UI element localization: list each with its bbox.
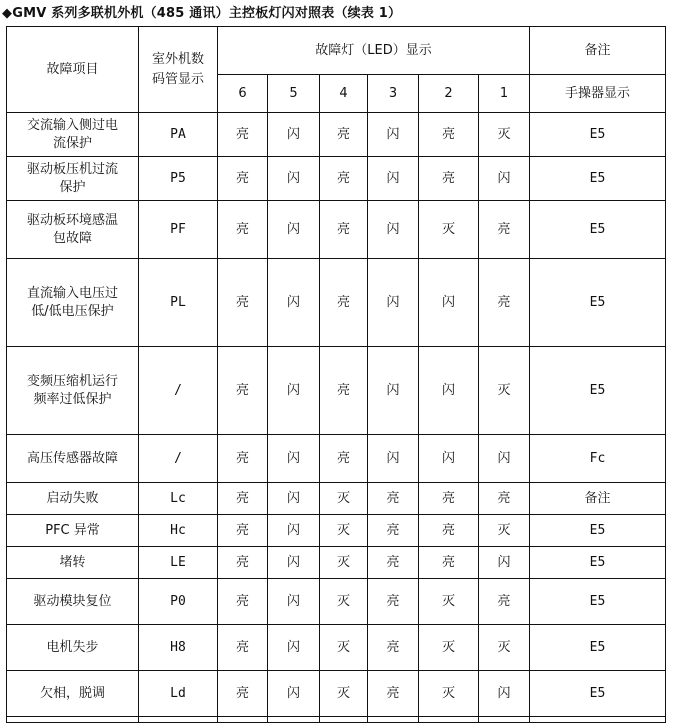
fault-led-table	[6, 26, 666, 723]
led-4-cell: 亮	[320, 157, 368, 201]
handheld-display-cell: E5	[530, 625, 666, 671]
led-1-cell: 亮	[479, 483, 530, 515]
handheld-display-cell: E5	[530, 515, 666, 547]
handheld-display-cell: E5	[530, 579, 666, 625]
fault-item-cell: 驱动板压机过流保护	[7, 157, 139, 201]
table-row-partial	[7, 717, 666, 723]
led-6-cell: 亮	[218, 483, 268, 515]
header-fault-item: 故障项目	[7, 27, 139, 113]
handheld-display-cell: E5	[530, 157, 666, 201]
led-1-cell: 亮	[479, 201, 530, 259]
outdoor-code-cell: /	[139, 435, 218, 483]
fault-item-cell: 电机失步	[7, 625, 139, 671]
header-led-6: 6	[218, 75, 268, 113]
led-5-cell: 闪	[268, 435, 320, 483]
led-3-cell: 闪	[368, 435, 419, 483]
led-3-cell: 闪	[368, 347, 419, 435]
handheld-display-cell: E5	[530, 259, 666, 347]
led-1-cell: 亮	[479, 579, 530, 625]
header-led-5: 5	[268, 75, 320, 113]
led-4-cell: 灭	[320, 515, 368, 547]
header-led-group: 故障灯（LED）显示	[218, 27, 530, 75]
led-2-cell: 亮	[419, 515, 479, 547]
led-4-cell: 灭	[320, 625, 368, 671]
fault-item-cell: 直流输入电压过低/低电压保护	[7, 259, 139, 347]
led-3-cell: 闪	[368, 201, 419, 259]
header-row-1	[7, 27, 666, 75]
header-led-4: 4	[320, 75, 368, 113]
led-5-cell: 闪	[268, 671, 320, 717]
fault-item-cell: 高压传感器故障	[7, 435, 139, 483]
handheld-display-cell: E5	[530, 113, 666, 157]
header-led-3: 3	[368, 75, 419, 113]
led-3-cell: 闪	[368, 259, 419, 347]
partial-cell	[139, 717, 218, 723]
led-6-cell: 亮	[218, 671, 268, 717]
table-row	[7, 347, 666, 435]
header-handheld: 手操器显示	[530, 75, 666, 113]
outdoor-code-cell: LE	[139, 547, 218, 579]
partial-cell	[368, 717, 419, 723]
led-4-cell: 灭	[320, 671, 368, 717]
table-row	[7, 671, 666, 717]
led-3-cell: 亮	[368, 625, 419, 671]
fault-item-cell: 变频压缩机运行频率过低保护	[7, 347, 139, 435]
table-row	[7, 579, 666, 625]
led-1-cell: 闪	[479, 435, 530, 483]
table-row	[7, 515, 666, 547]
led-6-cell: 亮	[218, 579, 268, 625]
table-row	[7, 259, 666, 347]
table-row	[7, 113, 666, 157]
led-3-cell: 闪	[368, 157, 419, 201]
partial-cell	[218, 717, 268, 723]
handheld-display-cell: Fc	[530, 435, 666, 483]
partial-cell	[530, 717, 666, 723]
led-1-cell: 亮	[479, 259, 530, 347]
led-2-cell: 灭	[419, 671, 479, 717]
handheld-display-cell: E5	[530, 201, 666, 259]
led-4-cell: 灭	[320, 547, 368, 579]
partial-cell	[320, 717, 368, 723]
fault-item-cell: 堵转	[7, 547, 139, 579]
led-3-cell: 亮	[368, 547, 419, 579]
table-row	[7, 435, 666, 483]
led-6-cell: 亮	[218, 547, 268, 579]
led-6-cell: 亮	[218, 157, 268, 201]
led-1-cell: 闪	[479, 547, 530, 579]
led-2-cell: 亮	[419, 157, 479, 201]
table-row	[7, 483, 666, 515]
led-2-cell: 灭	[419, 625, 479, 671]
led-5-cell: 闪	[268, 483, 320, 515]
partial-cell	[7, 717, 139, 723]
led-2-cell: 亮	[419, 483, 479, 515]
led-2-cell: 亮	[419, 547, 479, 579]
led-1-cell: 灭	[479, 625, 530, 671]
led-4-cell: 亮	[320, 435, 368, 483]
led-4-cell: 亮	[320, 201, 368, 259]
handheld-display-cell: 备注	[530, 483, 666, 515]
header-outdoor-code: 室外机数码管显示	[139, 27, 218, 113]
led-2-cell: 闪	[419, 435, 479, 483]
led-5-cell: 闪	[268, 547, 320, 579]
led-5-cell: 闪	[268, 201, 320, 259]
fault-item-cell: 启动失败	[7, 483, 139, 515]
led-5-cell: 闪	[268, 515, 320, 547]
led-6-cell: 亮	[218, 259, 268, 347]
led-3-cell: 闪	[368, 113, 419, 157]
led-4-cell: 灭	[320, 579, 368, 625]
led-4-cell: 亮	[320, 347, 368, 435]
led-4-cell: 灭	[320, 483, 368, 515]
led-3-cell: 亮	[368, 671, 419, 717]
header-remark: 备注	[530, 27, 666, 75]
fault-item-cell: 驱动板环境感温包故障	[7, 201, 139, 259]
fault-item-cell: 交流输入侧过电流保护	[7, 113, 139, 157]
handheld-display-cell: E5	[530, 671, 666, 717]
outdoor-code-cell: P0	[139, 579, 218, 625]
led-5-cell: 闪	[268, 625, 320, 671]
led-3-cell: 亮	[368, 483, 419, 515]
led-1-cell: 灭	[479, 113, 530, 157]
table-row	[7, 157, 666, 201]
table-row	[7, 625, 666, 671]
led-6-cell: 亮	[218, 515, 268, 547]
led-1-cell: 灭	[479, 347, 530, 435]
partial-cell	[479, 717, 530, 723]
led-2-cell: 灭	[419, 201, 479, 259]
led-1-cell: 闪	[479, 157, 530, 201]
led-2-cell: 亮	[419, 113, 479, 157]
header-led-1: 1	[479, 75, 530, 113]
led-5-cell: 闪	[268, 157, 320, 201]
led-6-cell: 亮	[218, 625, 268, 671]
partial-cell	[419, 717, 479, 723]
partial-cell	[268, 717, 320, 723]
handheld-display-cell: E5	[530, 547, 666, 579]
led-3-cell: 亮	[368, 579, 419, 625]
led-4-cell: 亮	[320, 259, 368, 347]
led-6-cell: 亮	[218, 347, 268, 435]
led-1-cell: 灭	[479, 515, 530, 547]
table-row	[7, 201, 666, 259]
led-5-cell: 闪	[268, 113, 320, 157]
outdoor-code-cell: Lc	[139, 483, 218, 515]
outdoor-code-cell: Hc	[139, 515, 218, 547]
led-2-cell: 灭	[419, 579, 479, 625]
led-4-cell: 亮	[320, 113, 368, 157]
table-row	[7, 547, 666, 579]
led-2-cell: 闪	[419, 347, 479, 435]
led-3-cell: 亮	[368, 515, 419, 547]
header-led-2: 2	[419, 75, 479, 113]
fault-item-cell: PFC 异常	[7, 515, 139, 547]
handheld-display-cell: E5	[530, 347, 666, 435]
led-5-cell: 闪	[268, 259, 320, 347]
outdoor-code-cell: PA	[139, 113, 218, 157]
led-5-cell: 闪	[268, 579, 320, 625]
led-6-cell: 亮	[218, 113, 268, 157]
fault-item-cell: 欠相，脱调	[7, 671, 139, 717]
outdoor-code-cell: P5	[139, 157, 218, 201]
led-5-cell: 闪	[268, 347, 320, 435]
page-title: ◆GMV 系列多联机外机（485 通讯）主控板灯闪对照表（续表 1）	[2, 6, 402, 21]
outdoor-code-cell: Ld	[139, 671, 218, 717]
led-1-cell: 闪	[479, 671, 530, 717]
fault-item-cell: 驱动模块复位	[7, 579, 139, 625]
led-2-cell: 闪	[419, 259, 479, 347]
led-6-cell: 亮	[218, 435, 268, 483]
outdoor-code-cell: H8	[139, 625, 218, 671]
outdoor-code-cell: PL	[139, 259, 218, 347]
led-6-cell: 亮	[218, 201, 268, 259]
outdoor-code-cell: /	[139, 347, 218, 435]
fault-table-container	[6, 26, 666, 723]
outdoor-code-cell: PF	[139, 201, 218, 259]
